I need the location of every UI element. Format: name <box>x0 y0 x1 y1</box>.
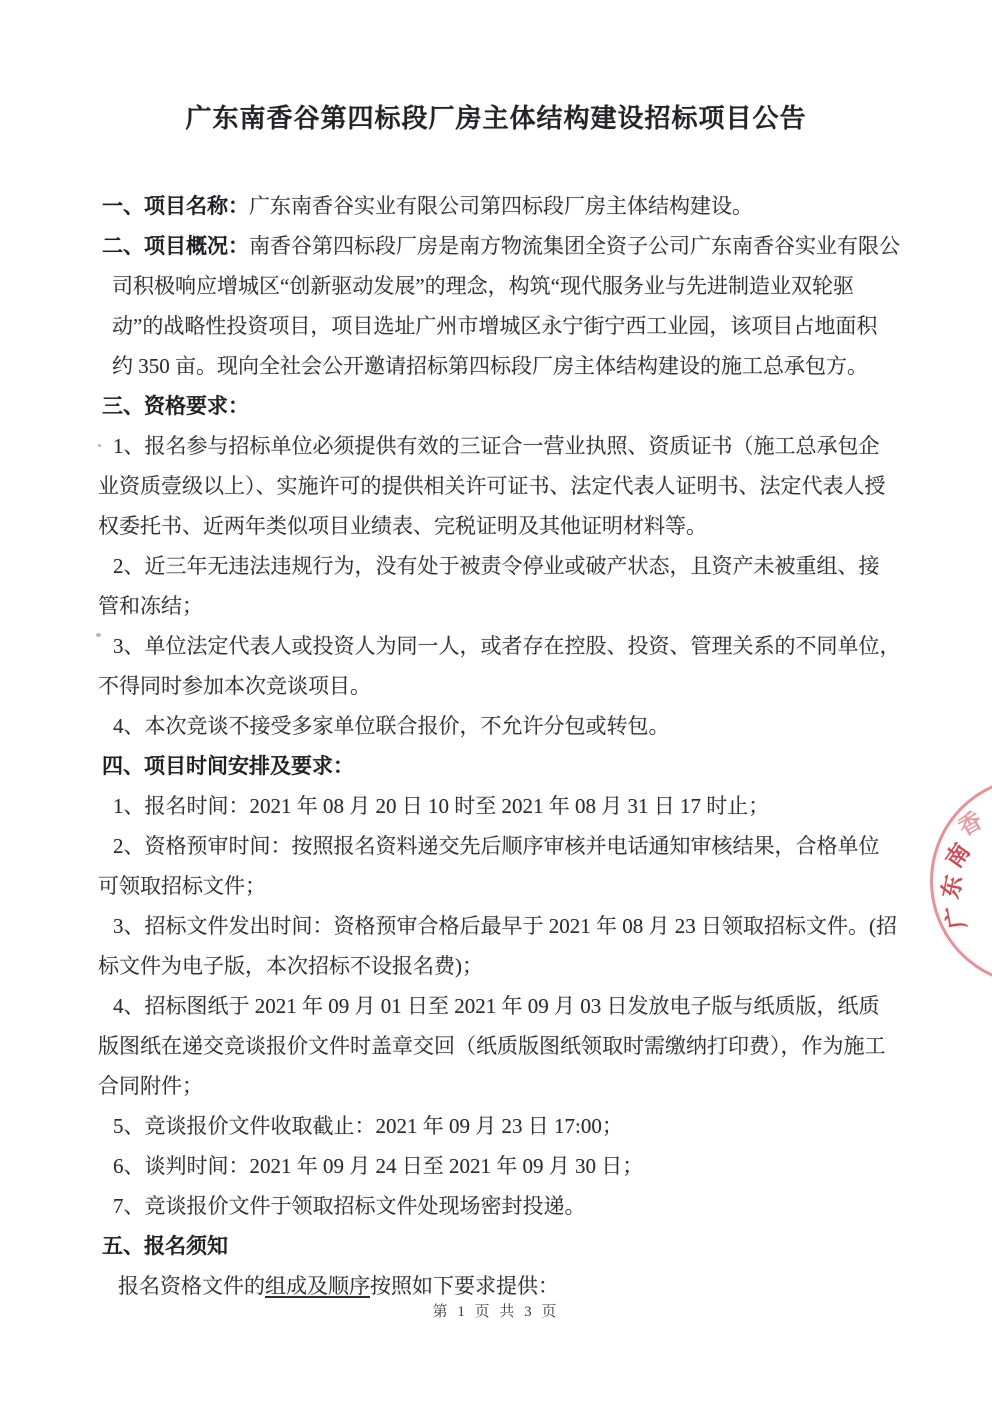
text-line <box>98 986 898 1026</box>
text-line <box>98 426 898 466</box>
body-text: 动”的战略性投资项目，项目选址广州市增城区永宁街宁西工业园，该项目占地面积 <box>112 314 878 338</box>
text-line <box>98 626 901 666</box>
section-label: 五、报名须知 <box>102 1234 228 1258</box>
document-title: 广东南香谷第四标段厂房主体结构建设招标项目公告 <box>185 104 807 133</box>
scan-speck <box>96 633 101 637</box>
text-line <box>98 586 898 626</box>
text-line <box>98 186 898 226</box>
scan-speck <box>98 444 101 447</box>
text-line <box>98 906 898 946</box>
body-text: 1、报名时间：2021 年 08 月 20 日 10 时至 2021 年 08 月 31 日 17 时止； <box>113 794 770 818</box>
text-line <box>98 506 898 546</box>
body-text: 业资质壹级以上）、实施许可的提供相关许可证书、法定代表人证明书、法定代表人授 <box>98 474 886 498</box>
body-text: 版图纸在递交竞谈报价文件时盖章交回（纸质版图纸领取时需缴纳打印费），作为施工 <box>98 1034 886 1058</box>
text-line <box>98 786 898 826</box>
text-line <box>98 946 898 986</box>
body-text: 可领取招标文件； <box>98 874 266 898</box>
text-line <box>98 546 898 586</box>
section-label: 四、项目时间安排及要求： <box>102 754 354 778</box>
text-line <box>98 746 898 786</box>
text-line <box>98 866 898 906</box>
text-line <box>98 706 898 746</box>
text-line <box>98 826 898 866</box>
text-line <box>98 1066 898 1106</box>
text-line <box>98 1106 898 1146</box>
text-line <box>98 226 898 266</box>
body-text: 合同附件； <box>98 1074 203 1098</box>
text-line <box>98 466 898 506</box>
body-text: 1、报名参与招标单位必须提供有效的三证合一营业执照、资质证书（施工总承包企 <box>113 434 880 458</box>
body-text: 不得同时参加本次竞谈项目。 <box>98 674 371 698</box>
body-text: 广东南香谷实业有限公司第四标段厂房主体结构建设。 <box>249 194 753 218</box>
document-body <box>98 186 901 1306</box>
text-line <box>98 666 898 706</box>
body-text: 7、竞谈报价文件于领取招标文件处现场密封投递。 <box>113 1194 586 1218</box>
text-line <box>98 306 898 346</box>
body-text: 3、单位法定代表人或投资人为同一人，或者存在控股、投资、管理关系的不同单位， <box>113 634 901 658</box>
seal-character: 东 <box>937 873 968 901</box>
text-line <box>98 386 898 426</box>
text-line <box>98 266 898 306</box>
text-line <box>98 1226 898 1266</box>
seal-character: 广 <box>942 903 971 931</box>
text-line <box>98 346 898 386</box>
body-text: 2、近三年无违法违规行为，没有处于被责令停业或破产状态，且资产未被重组、接 <box>113 554 880 578</box>
body-text: 按照如下要求提供： <box>370 1274 559 1298</box>
body-text: 6、谈判时间：2021 年 09 月 24 日至 2021 年 09 月 30 日； <box>113 1154 644 1178</box>
body-text: 权委托书、近两年类似项目业绩表、完税证明及其他证明材料等。 <box>98 514 707 538</box>
body-text: 司积极响应增城区“创新驱动发展”的理念，构筑“现代服务业与先进制造业双轮驱 <box>112 274 854 298</box>
page-number-footer: 第 1 页 共 3 页 <box>432 1304 560 1320</box>
body-text: 4、本次竞谈不接受多家单位联合报价，不允许分包或转包。 <box>113 714 670 738</box>
body-text: 标文件为电子版，本次招标不设报名费)； <box>98 954 483 978</box>
body-text: 南香谷第四标段厂房是南方物流集团全资子公司广东南香谷实业有限公 <box>249 234 900 258</box>
text-line <box>98 1186 898 1226</box>
seal-character: 香 <box>954 807 987 841</box>
text-line <box>98 1146 898 1186</box>
body-text: 2、资格预审时间：按照报名资料递交先后顺序审核并电话通知审核结果，合格单位 <box>113 834 880 858</box>
body-text: 约 350 亩。现向全社会公开邀请招标第四标段厂房主体结构建设的施工总承包方。 <box>112 354 868 378</box>
body-text: 报名资格文件的 <box>118 1274 265 1298</box>
body-text: 3、招标文件发出时间：资格预审合格后最早于 2021 年 08 月 23 日领取招标文件。(招 <box>113 914 897 938</box>
underlined-text: 组成及顺序 <box>265 1274 370 1298</box>
body-text: 管和冻结； <box>98 594 203 618</box>
section-label: 三、资格要求： <box>102 394 249 418</box>
body-text: 4、招标图纸于 2021 年 09 月 01 日至 2021 年 09 月 03 日发放电子版与纸质版，纸质 <box>113 994 880 1018</box>
seal-character: 南 <box>941 839 975 873</box>
section-label: 二、项目概况： <box>102 234 249 258</box>
text-line <box>98 1026 898 1066</box>
section-label: 一、项目名称： <box>102 194 249 218</box>
body-text: 5、竞谈报价文件收取截止：2021 年 09 月 23 日 17:00； <box>113 1114 623 1138</box>
